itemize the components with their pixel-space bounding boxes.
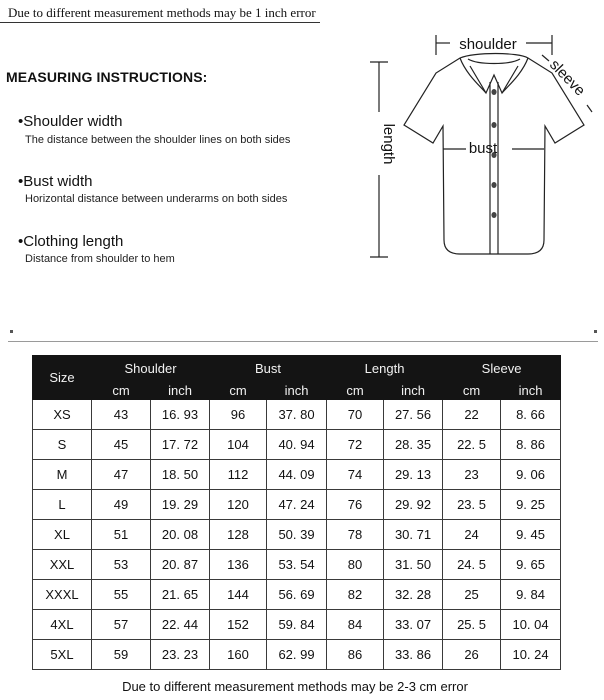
table-cell: 43 xyxy=(92,400,151,430)
sleeve-label: sleeve xyxy=(546,56,589,100)
table-cell: 70 xyxy=(327,400,384,430)
size-table-body xyxy=(33,400,561,670)
shirt-collar-back xyxy=(468,59,520,64)
unit-header: inch xyxy=(501,381,561,400)
table-row xyxy=(33,640,561,670)
table-cell: 74 xyxy=(327,460,384,490)
bust-header: Bust xyxy=(210,356,327,381)
shirt-button xyxy=(491,89,496,95)
shoulder-width-desc: The distance between the shoulder lines on both sides xyxy=(25,134,291,146)
size-cell: M xyxy=(33,460,92,490)
top-note: Due to different measurement methods may be 1 inch error xyxy=(8,5,316,20)
shoulder-header: Shoulder xyxy=(92,356,210,381)
instructions-title: MEASURING INSTRUCTIONS: xyxy=(6,69,208,85)
table-cell: 33. 86 xyxy=(384,640,443,670)
size-chart-table xyxy=(32,355,561,670)
table-cell: 112 xyxy=(210,460,267,490)
table-cell: 18. 50 xyxy=(151,460,210,490)
table-cell: 72 xyxy=(327,430,384,460)
unit-header: inch xyxy=(267,381,327,400)
bust-width-desc: Horizontal distance between underarms on both sides xyxy=(25,193,288,205)
clothing-length-heading: •Clothing length xyxy=(18,233,124,250)
table-cell: 30. 71 xyxy=(384,520,443,550)
clothing-length-desc: Distance from shoulder to hem xyxy=(25,253,175,265)
table-cell: 28. 35 xyxy=(384,430,443,460)
table-cell: 37. 80 xyxy=(267,400,327,430)
table-cell: 9. 45 xyxy=(501,520,561,550)
table-cell: 22. 44 xyxy=(151,610,210,640)
table-cell: 82 xyxy=(327,580,384,610)
size-cell: XXL xyxy=(33,550,92,580)
separator-dot-left xyxy=(10,330,13,333)
table-cell: 25. 5 xyxy=(443,610,501,640)
table-cell: 104 xyxy=(210,430,267,460)
length-label: length xyxy=(380,123,397,165)
table-cell: 86 xyxy=(327,640,384,670)
table-row xyxy=(33,430,561,460)
table-cell: 50. 39 xyxy=(267,520,327,550)
table-cell: 20. 87 xyxy=(151,550,210,580)
unit-header: cm xyxy=(443,381,501,400)
table-cell: 47. 24 xyxy=(267,490,327,520)
table-cell: 45 xyxy=(92,430,151,460)
table-cell: 9. 65 xyxy=(501,550,561,580)
unit-header: cm xyxy=(210,381,267,400)
table-cell: 44. 09 xyxy=(267,460,327,490)
table-cell: 136 xyxy=(210,550,267,580)
table-cell: 62. 99 xyxy=(267,640,327,670)
table-cell: 17. 72 xyxy=(151,430,210,460)
table-cell: 21. 65 xyxy=(151,580,210,610)
sleeve-line-start xyxy=(542,55,549,61)
table-cell: 84 xyxy=(327,610,384,640)
table-cell: 120 xyxy=(210,490,267,520)
table-cell: 24 xyxy=(443,520,501,550)
table-cell: 10. 24 xyxy=(501,640,561,670)
size-cell: L xyxy=(33,490,92,520)
table-cell: 96 xyxy=(210,400,267,430)
size-cell: XL xyxy=(33,520,92,550)
table-cell: 160 xyxy=(210,640,267,670)
table-row xyxy=(33,610,561,640)
table-cell: 29. 92 xyxy=(384,490,443,520)
table-row xyxy=(33,460,561,490)
table-cell: 78 xyxy=(327,520,384,550)
size-cell: XXXL xyxy=(33,580,92,610)
table-row xyxy=(33,580,561,610)
separator-dot-right xyxy=(594,330,597,333)
bottom-note: Due to different measurement methods may be 2-3 cm error xyxy=(122,679,468,694)
top-divider xyxy=(0,22,320,23)
table-cell: 23. 23 xyxy=(151,640,210,670)
table-cell: 144 xyxy=(210,580,267,610)
unit-header: cm xyxy=(92,381,151,400)
table-cell: 20. 08 xyxy=(151,520,210,550)
shoulder-label: shoulder xyxy=(459,36,517,53)
table-cell: 53. 54 xyxy=(267,550,327,580)
shirt-button xyxy=(491,122,496,128)
bust-width-heading: •Bust width xyxy=(18,173,93,190)
shoulder-width-heading: •Shoulder width xyxy=(18,113,123,130)
table-cell: 76 xyxy=(327,490,384,520)
table-cell: 55 xyxy=(92,580,151,610)
table-cell: 27. 56 xyxy=(384,400,443,430)
shirt-collar-points xyxy=(470,66,518,93)
table-cell: 8. 86 xyxy=(501,430,561,460)
table-cell: 80 xyxy=(327,550,384,580)
sleeve-line-end xyxy=(587,105,592,112)
shirt-measurement-diagram xyxy=(358,30,604,270)
table-cell: 29. 13 xyxy=(384,460,443,490)
section-divider xyxy=(8,341,598,342)
size-cell: 5XL xyxy=(33,640,92,670)
bust-label: bust xyxy=(468,140,498,157)
table-cell: 9. 06 xyxy=(501,460,561,490)
table-cell: 26 xyxy=(443,640,501,670)
unit-header: inch xyxy=(151,381,210,400)
table-cell: 32. 28 xyxy=(384,580,443,610)
table-cell: 51 xyxy=(92,520,151,550)
table-cell: 31. 50 xyxy=(384,550,443,580)
table-cell: 33. 07 xyxy=(384,610,443,640)
table-cell: 24. 5 xyxy=(443,550,501,580)
size-cell: 4XL xyxy=(33,610,92,640)
table-header-row xyxy=(33,356,561,381)
size-header: Size xyxy=(33,356,92,400)
table-row xyxy=(33,400,561,430)
table-cell: 9. 25 xyxy=(501,490,561,520)
sleeve-header: Sleeve xyxy=(443,356,561,381)
table-row xyxy=(33,490,561,520)
table-cell: 59. 84 xyxy=(267,610,327,640)
length-header: Length xyxy=(327,356,443,381)
table-cell: 9. 84 xyxy=(501,580,561,610)
table-cell: 53 xyxy=(92,550,151,580)
unit-header-row xyxy=(33,381,561,400)
table-cell: 22 xyxy=(443,400,501,430)
table-cell: 16. 93 xyxy=(151,400,210,430)
table-cell: 59 xyxy=(92,640,151,670)
unit-header: inch xyxy=(384,381,443,400)
table-cell: 25 xyxy=(443,580,501,610)
size-cell: S xyxy=(33,430,92,460)
table-cell: 22. 5 xyxy=(443,430,501,460)
table-cell: 23. 5 xyxy=(443,490,501,520)
table-cell: 57 xyxy=(92,610,151,640)
shirt-button xyxy=(491,212,496,218)
table-cell: 56. 69 xyxy=(267,580,327,610)
table-cell: 8. 66 xyxy=(501,400,561,430)
table-cell: 152 xyxy=(210,610,267,640)
shirt-button xyxy=(491,182,496,188)
size-cell: XS xyxy=(33,400,92,430)
table-row xyxy=(33,520,561,550)
table-cell: 49 xyxy=(92,490,151,520)
unit-header: cm xyxy=(327,381,384,400)
table-cell: 128 xyxy=(210,520,267,550)
table-cell: 23 xyxy=(443,460,501,490)
table-row xyxy=(33,550,561,580)
table-cell: 40. 94 xyxy=(267,430,327,460)
table-cell: 47 xyxy=(92,460,151,490)
table-cell: 10. 04 xyxy=(501,610,561,640)
table-cell: 19. 29 xyxy=(151,490,210,520)
